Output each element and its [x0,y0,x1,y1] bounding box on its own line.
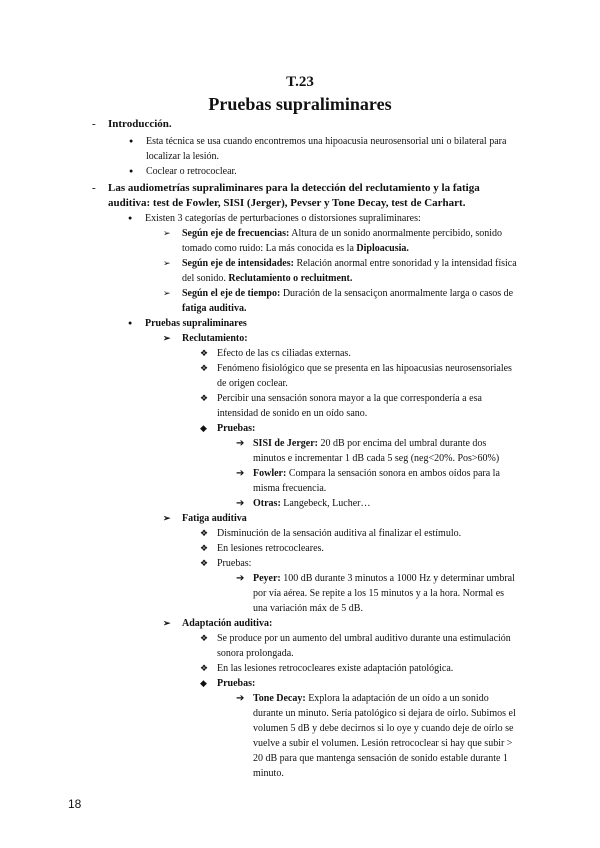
document-body [0,117,600,781]
dash-marker: - [92,182,96,194]
arrowhead-icon: ➢ [163,288,171,298]
diamond-bullet-icon: ❖ [200,663,209,673]
list-item: ❖ En lesiones retrococleares. [200,543,324,554]
list-item: ❖ Se produce por un aumento del umbral auditivo durante una estimulación sonora prolongada. [200,633,511,659]
list-item: ❖ Fenómeno fisiológico que se presenta en las hipoacusias neurosensoriales de origen coclear. [200,363,512,389]
arrow-icon: ➔ [236,438,245,449]
subheading-fatiga: ➢ Fatiga auditiva [163,513,247,524]
list-item: ➔ SISI de Jerger: 20 dB por encima del umbral durante dos minutos e incrementar 1 dB cada 5 seg (neg<20%. Pos>60%) [236,438,500,464]
diamond-bullet-icon: ❖ [200,558,209,568]
subheading-adaptacion: ➢ Adaptación auditiva: [163,618,273,629]
arrowhead-icon: ➢ [163,513,171,523]
arrowhead-icon: ➢ [163,618,171,628]
solid-diamond-icon: ◆ [200,423,207,433]
list-item: ➢ Según eje de intensidades: Relación anormal entre sonoridad y la intensidad física del sonido. Reclutamiento o recluitment. [163,258,517,284]
arrowhead-icon: ➢ [163,228,171,238]
arrow-icon: ➔ [236,498,245,509]
list-item: ◆ Pruebas: [200,423,256,434]
arrow-icon: ➔ [236,693,245,704]
subheading-pruebas: ● Pruebas supraliminares [128,318,247,329]
topic-code: T.23 [286,74,314,90]
bullet-icon: ● [129,137,134,145]
list-item: ● Coclear o retrococlear. [129,166,237,177]
bullet-icon: ● [128,214,133,222]
list-item: ❖ Pruebas: [200,558,252,569]
arrowhead-icon: ➢ [163,258,171,268]
diamond-bullet-icon: ❖ [200,363,209,373]
bullet-icon: ● [128,319,133,327]
list-item: ➔ Fowler: Compara la sensación sonora en ambos oídos para la misma frecuencia. [236,468,500,494]
diamond-bullet-icon: ❖ [200,348,209,358]
solid-diamond-icon: ◆ [200,678,207,688]
arrow-icon: ➔ [236,573,245,584]
list-item: ● Esta técnica se usa cuando encontremos una hipoacusia neurosensorial uni o bilateral para localizar la lesión. [129,136,507,162]
arrow-icon: ➔ [236,468,245,479]
list-item: ❖ Disminución de la sensación auditiva al finalizar el estímulo. [200,528,462,539]
section-heading-audiometrias: - Las audiometrías supraliminares para la detección del reclutamiento y la fatiga auditiva: test de Fowler, SISI (Jerger), Pevser y Tone Decay, test de Carhart. [92,182,480,209]
list-item: ➢ Según eje de frecuencias: Altura de un sonido anormalmente percibido, sonido tomado como ruido: La más conocida es la Diploacusia. [163,228,503,254]
list-item: ➔ Otras: Langebeck, Lucher… [236,498,371,509]
subheading-reclutamiento: ➢ Reclutamiento: [163,333,248,344]
list-item: ➔ Tone Decay: Explora la adaptación de un oído a un sonido durante un minuto. Sería patológico si dejara de oírlo. Subimos el volumen 5 dB y debe decirnos si lo oye y cuando deje de oírlo se vuelve a subir el volumen. Lesión retrococlear si hay que subir > 20 dB para que mantenga sensación de sonido estable durante 1 minuto. [236,693,516,779]
list-item: ❖ Efecto de las cs ciliadas externas. [200,348,351,359]
diamond-bullet-icon: ❖ [200,633,209,643]
page-title: Pruebas supraliminares [208,94,392,114]
bullet-icon: ● [129,167,134,175]
diamond-bullet-icon: ❖ [200,543,209,553]
diamond-bullet-icon: ❖ [200,528,209,538]
list-item: ● Existen 3 categorías de perturbaciones o distorsiones supraliminares: [128,213,421,224]
dash-marker: - [92,118,96,130]
list-item: ➔ Peyer: 100 dB durante 3 minutos a 1000 Hz y determinar umbral por vía aérea. Se repite a los 15 minutos y a la hora. Normal es una variación máx de 5 dB. [236,573,515,614]
page-number: 18 [68,797,82,811]
list-item: ❖ En las lesiones retrococleares existe adaptación patológica. [200,663,454,674]
list-item: ❖ Percibir una sensación sonora mayor a la que correspondería a esa intensidad de sonido en un oído sano. [200,393,482,419]
list-item: ◆ Pruebas: [200,678,256,689]
list-item: ➢ Según el eje de tiempo: Duración de la sensaciçon anormalmente larga o casos de fatiga auditiva. [163,288,514,314]
arrowhead-icon: ➢ [163,333,171,343]
diamond-bullet-icon: ❖ [200,393,209,403]
section-heading-intro: - Introducción. [92,118,172,130]
